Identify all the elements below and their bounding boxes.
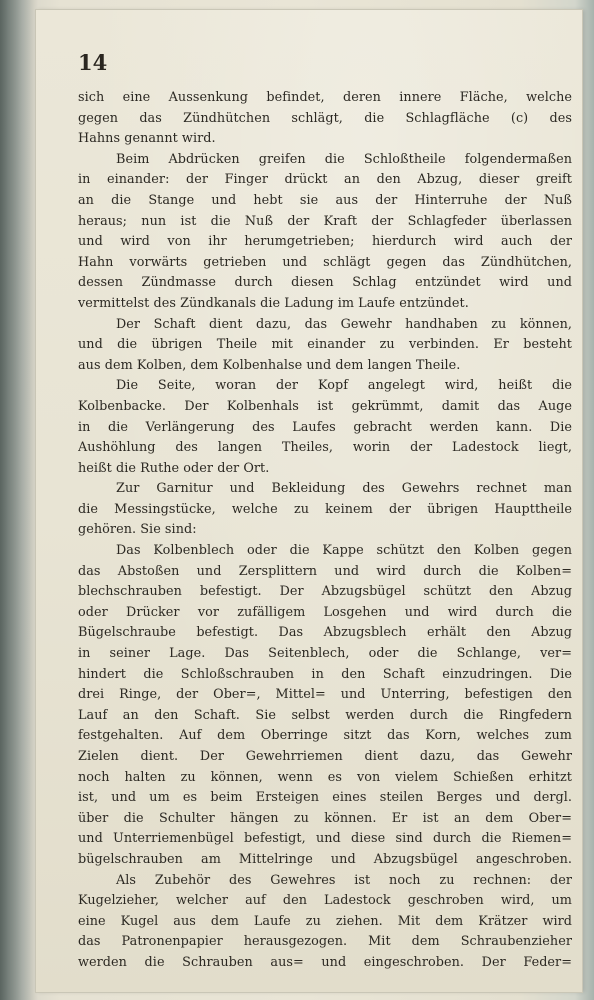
text-line: und Unterriemenbügel befestigt, und diese sind durch die Riemen= (78, 831, 572, 847)
text-line: oder Drücker vor zufälligem Losgehen und wird durch die (78, 604, 572, 620)
text-line: Zielen dient. Der Gewehrriemen dient dazu, das Gewehr (78, 749, 572, 764)
text-line: die Messingstücke, welche zu keinem der übrigen Haupttheile (78, 501, 572, 517)
text-line: Kugelzieher, welcher auf den Ladestock geschroben wird, um (78, 893, 572, 909)
text-line: und wird von ihr herumgetrieben; hierdurch wird auch der (78, 234, 572, 250)
text-line: eine Kugel aus dem Laufe zu ziehen. Mit dem Krätzer wird (78, 913, 572, 929)
text-line: ist, und um es beim Ersteigen eines steilen Berges und dergl. (78, 790, 572, 806)
text-line: das Patronenpapier herausgezogen. Mit dem Schraubenzieher (78, 934, 572, 950)
text-line: Hahn vorwärts getrieben und schlägt gegen das Zündhütchen, (78, 254, 572, 270)
page-number: 14 (78, 50, 108, 75)
text-line: in seiner Lage. Das Seitenblech, oder die Schlange, ver= (78, 646, 572, 662)
text-line: noch halten zu können, wenn es von vielem Schießen erhitzt (78, 769, 572, 785)
text-line: gehören. Sie sind: (78, 522, 197, 538)
text-line: in die Verlängerung des Laufes gebracht werden kann. Die (78, 419, 572, 435)
text-line: dessen Zündmasse durch diesen Schlag entzündet wird und (78, 275, 572, 291)
text-line: werden die Schrauben aus= und eingeschroben. Der Feder= (78, 954, 572, 970)
text-line: Lauf an den Schaft. Sie selbst werden durch die Ringfedern (78, 707, 572, 723)
text-line: und die übrigen Theile mit einander zu verbinden. Er besteht (78, 337, 572, 353)
text-line: bügelschrauben am Mittelringe und Abzugsbügel angeschroben. (78, 851, 572, 867)
text-line: Bügelschraube befestigt. Das Abzugsblech erhält den Abzug (78, 625, 572, 641)
text-line: sich eine Aussenkung befindet, deren innere Fläche, welche (78, 90, 572, 105)
book-page (36, 10, 582, 992)
text-line: das Abstoßen und Zersplittern und wird durch die Kolben= (78, 563, 572, 579)
text-line: in einander: der Finger drückt an den Abzug, dieser greift (78, 172, 572, 188)
body-text (78, 88, 572, 974)
text-line: Der Schaft dient dazu, das Gewehr handhaben zu können, (116, 316, 572, 332)
text-line: Hahns genannt wird. (78, 131, 216, 147)
text-line: Aushöhlung des langen Theiles, worin der Ladestock liegt, (78, 440, 572, 456)
text-line: heraus; nun ist die Nuß der Kraft der Schlagfeder überlassen (78, 213, 572, 229)
text-line: hindert die Schloßschrauben in den Schaft einzudringen. Die (78, 666, 572, 682)
text-line: über die Schulter hängen zu können. Er ist an dem Ober= (78, 810, 572, 826)
text-line: gegen das Zündhütchen schlägt, die Schlagfläche (c) des (78, 110, 572, 126)
text-line: drei Ringe, der Ober=, Mittel= und Unterring, befestigen den (78, 687, 572, 703)
text-line: Beim Abdrücken greifen die Schloßtheile folgendermaßen (116, 151, 572, 167)
text-line: Kolbenbacke. Der Kolbenhals ist gekrümmt, damit das Auge (78, 398, 572, 414)
text-line: Das Kolbenblech oder die Kappe schützt den Kolben gegen (116, 543, 572, 559)
text-line: Als Zubehör des Gewehres ist noch zu rechnen: der (116, 872, 572, 888)
text-line: aus dem Kolben, dem Kolbenhalse und dem langen Theile. (78, 357, 461, 373)
text-line: blechschrauben befestigt. Der Abzugsbügel schützt den Abzug (78, 584, 572, 600)
binding-shadow (0, 0, 38, 1000)
text-line: festgehalten. Auf dem Oberringe sitzt das Korn, welches zum (78, 728, 572, 744)
text-line: vermittelst des Zündkanals die Ladung im Laufe entzündet. (78, 295, 469, 311)
text-line: an die Stange und hebt sie aus der Hinterruhe der Nuß (78, 192, 572, 208)
text-line: heißt die Ruthe oder der Ort. (78, 460, 270, 476)
text-line: Die Seite, woran der Kopf angelegt wird, heißt die (116, 378, 572, 394)
text-line: Zur Garnitur und Bekleidung des Gewehrs rechnet man (116, 481, 572, 497)
